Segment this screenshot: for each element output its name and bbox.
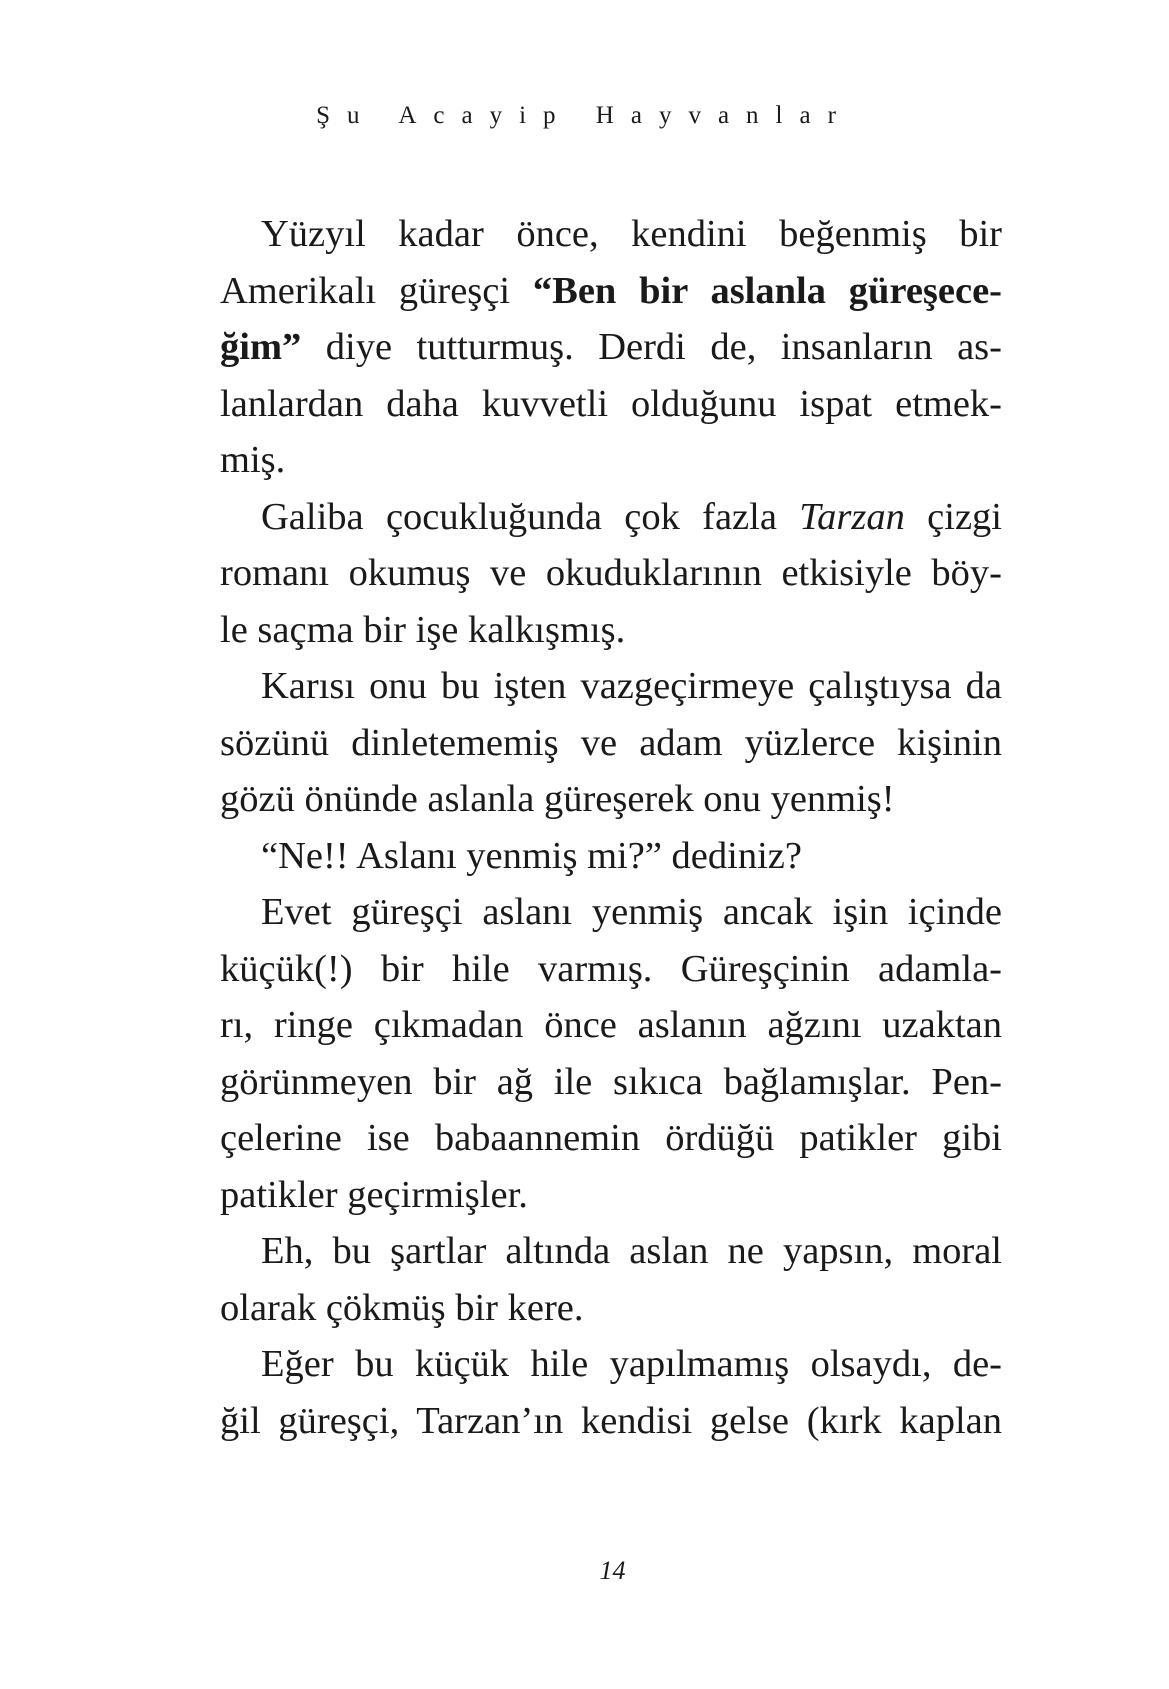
paragraph — [220, 828, 1002, 885]
text-line — [220, 602, 1002, 659]
text-line — [220, 828, 1002, 885]
text-line — [220, 1223, 1002, 1280]
text-line — [220, 1054, 1002, 1111]
text-line — [220, 997, 1002, 1054]
text-line — [220, 771, 1002, 828]
body-text — [220, 206, 1002, 1449]
text-line — [220, 884, 1002, 941]
text-line — [220, 1280, 1002, 1337]
text-run: “Ne!! Aslanı yenmiş mi?” dediniz? — [261, 834, 802, 877]
text-run: Eh, bu şartlar altında aslan ne yapsın, moral — [261, 1230, 1002, 1272]
paragraph — [220, 206, 1002, 489]
text-line — [220, 1110, 1002, 1167]
page-number: 14 — [599, 1556, 626, 1585]
text-run: lanlardan daha kuvvetli olduğunu ispat etmek- — [220, 382, 1002, 425]
text-run: sözünü dinletememiş ve adam yüzlerce kişinin — [220, 721, 1002, 764]
paragraph — [220, 1336, 1002, 1449]
text-run: Amerikalı güreşçi — [220, 269, 533, 312]
text-line — [220, 1336, 1002, 1393]
text-run: Galiba çocukluğunda çok fazla — [261, 495, 800, 538]
text-run: romanı okumuş ve okuduklarının etkisiyle böy- — [220, 552, 1002, 594]
text-line — [220, 376, 1002, 433]
text-line — [220, 489, 1002, 546]
text-line — [220, 1167, 1002, 1224]
text-run: Evet güreşçi aslanı yenmiş ancak işin içinde — [261, 891, 1002, 933]
bold-quote: “Ben bir aslanla güreşece- — [532, 269, 1002, 312]
text-run: le saçma bir işe kalkışmış. — [220, 608, 626, 651]
text-line — [220, 658, 1002, 715]
text-line — [220, 715, 1002, 772]
text-line — [220, 432, 1002, 489]
text-run: küçük(!) bir hile varmış. Güreşçinin adamla- — [220, 947, 1002, 990]
paragraph — [220, 489, 1002, 659]
text-run: miş. — [220, 439, 286, 481]
text-line — [220, 263, 1002, 320]
text-line — [220, 1393, 1002, 1450]
paragraph — [220, 1223, 1002, 1336]
text-run: çelerine ise babaannemin ördüğü patikler gibi — [220, 1117, 1002, 1159]
text-line — [220, 545, 1002, 602]
text-run: Yüzyıl kadar önce, kendini beğenmiş bir — [261, 213, 1002, 255]
italic-title: Tarzan — [799, 495, 905, 538]
running-head: Şu Acayip Hayvanlar — [316, 102, 853, 129]
text-run: ğil güreşçi, Tarzan’ın kendisi gelse (kırk kaplan — [220, 1399, 1002, 1442]
text-line — [220, 941, 1002, 998]
paragraph — [220, 884, 1002, 1223]
text-run: görünmeyen bir ağ ile sıkıca bağlamışlar. Pen- — [220, 1060, 1002, 1103]
text-run: Eğer bu küçük hile yapılmamış olsaydı, de- — [261, 1343, 1002, 1385]
text-line — [220, 206, 1002, 263]
text-run: patikler geçirmişler. — [220, 1173, 528, 1216]
text-run: rı, ringe çıkmadan önce aslanın ağzını uzaktan — [220, 1004, 1002, 1046]
paragraph — [220, 658, 1002, 828]
text-run: olarak çökmüş bir kere. — [220, 1286, 584, 1329]
text-line — [220, 319, 1002, 376]
text-run: diye tutturmuş. Derdi de, insanların as- — [301, 326, 1002, 368]
text-run: Karısı onu bu işten vazgeçirmeye çalıştıysa da — [261, 665, 1002, 707]
bold-quote: ğim” — [220, 326, 302, 368]
text-run: gözü önünde aslanla güreşerek onu yenmiş! — [220, 778, 895, 820]
text-run: çizgi — [904, 495, 1002, 538]
